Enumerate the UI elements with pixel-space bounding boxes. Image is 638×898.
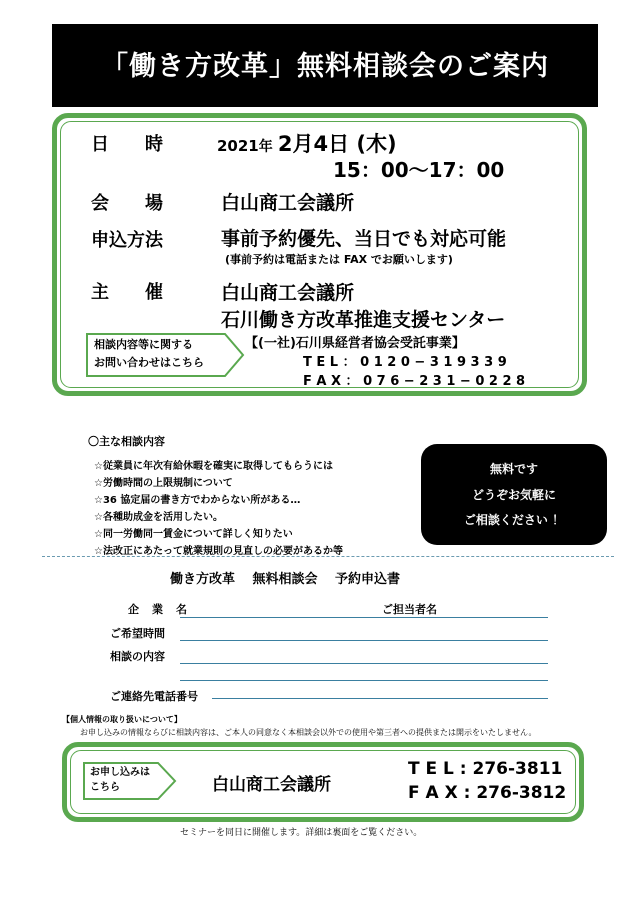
cta-line-3: ご相談ください ！: [463, 513, 565, 527]
host-name-3: 【(一社)石川県経営者協会受託事業】: [245, 336, 465, 351]
phone-label: ご連絡先電話番号: [110, 690, 198, 703]
content-field-line-2: [180, 680, 548, 681]
date-year: 2021: [217, 137, 259, 155]
apply-fax: F A X : 276-3812: [408, 783, 567, 803]
company-label: 企 業 名: [128, 603, 188, 616]
page-title: 「働き方改革」無料相談会のご案内: [101, 51, 549, 82]
apply-tag-line-1: お申し込みは: [90, 767, 150, 778]
content-label: 相談の内容: [110, 650, 165, 663]
topic-item: ☆従業員に年次有給休暇を確実に取得してもらうには: [94, 461, 333, 472]
contact-fax: F A X ： 0 7 6 − 2 3 1 − 0 2 2 8: [303, 374, 526, 389]
cta-line-1: 無料です: [489, 462, 538, 476]
company-field-line: [180, 617, 548, 618]
privacy-text: お申し込みの情報ならびに相談内容は、ご本人の同意なく本相談会以外での使用や第三者への提供または開示をいたしません。: [80, 728, 537, 737]
form-title: 働き方改革 無料相談会 予約申込書: [170, 572, 401, 587]
cta-line-2: どうぞお気軽に: [471, 488, 556, 502]
cut-line: [42, 556, 614, 557]
apply-tag-line-2: こちら: [90, 782, 120, 793]
date-year-suffix: 年: [258, 139, 273, 155]
phone-field-line: [212, 698, 548, 699]
topic-item: ☆各種助成金を活用したい。: [94, 512, 223, 523]
time-field-line: [180, 640, 548, 641]
host-name-2: 石川働き方改革推進支援センター: [221, 309, 506, 331]
apply-org: 白山商工会議所: [212, 775, 331, 795]
contact-tag: [85, 332, 245, 378]
topic-item: ☆36 協定届の書き方でわからない所がある…: [94, 495, 301, 506]
topic-item: ☆同一労働同一賃金について詳しく知りたい: [94, 529, 293, 540]
apply-tag: [82, 761, 177, 801]
footer-note: セミナーを同日に開催します。詳細は裏面をご覧ください。: [180, 828, 423, 838]
apply-note: (事前予約は電話または FAX でお願いします): [225, 253, 453, 266]
topics-heading: 〇主な相談内容: [88, 435, 165, 448]
apply-label: 申込方法: [91, 230, 163, 251]
apply-method: 事前予約優先、当日でも対応可能: [221, 228, 507, 250]
date-label: 日 時: [91, 134, 163, 155]
content-field-line-1: [180, 663, 548, 664]
privacy-heading: 【個人情報の取り扱いについて】: [62, 715, 182, 724]
contact-tag-line-1: 相談内容等に関する: [94, 338, 193, 351]
host-name-1: 白山商工会議所: [221, 282, 355, 304]
time-range: 15：00～17：00: [333, 158, 505, 182]
date-main: 2月4日 (木): [277, 132, 397, 156]
time-label: ご希望時間: [110, 627, 165, 640]
apply-tel: T E L : 276-3811: [408, 759, 563, 779]
venue-value: 白山商工会議所: [221, 192, 355, 214]
topic-item: ☆法改正にあたって就業規則の見直しの必要があるか等: [94, 546, 343, 557]
topic-item: ☆労働時間の上限規制について: [94, 478, 233, 489]
host-label: 主 催: [91, 282, 163, 303]
contact-tel: T E L ： 0 1 2 0 − 3 1 9 3 3 9: [303, 355, 507, 370]
free-consult-badge: [421, 444, 607, 545]
title-banner: [52, 24, 598, 107]
contact-tag-line-2: お問い合わせはこちら: [94, 356, 204, 369]
person-label: ご担当者名: [382, 603, 437, 616]
venue-label: 会 場: [91, 193, 163, 214]
